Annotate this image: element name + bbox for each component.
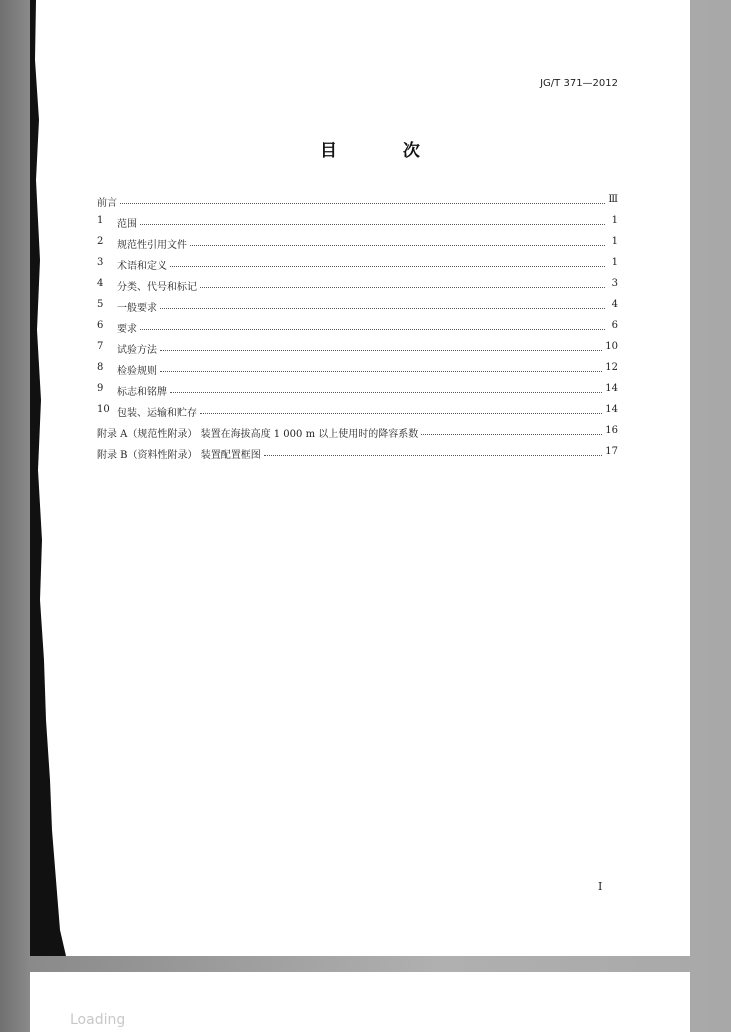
toc-entry-page: 10 [605,341,618,352]
toc-entry-page: 16 [605,425,618,436]
toc-entry-label: 一般要求 [117,303,157,314]
toc-entry-label: 分类、代号和标记 [117,282,197,293]
toc-entry-number: 5 [97,299,104,310]
toc-entry-page: 14 [605,383,618,394]
toc-entry-page: 4 [611,299,618,310]
toc-entry-page: 1 [611,215,618,226]
toc-entry-number: 2 [97,236,104,247]
toc-entry-number: 1 [97,215,104,226]
standard-code: JG/T 371—2012 [540,78,618,89]
toc-entry-label: 范围 [117,219,137,230]
toc-entry[interactable] [97,446,618,467]
toc-leader-dots [160,341,602,351]
toc-entry-number: 4 [97,278,104,289]
toc-title: 目 次 [320,141,450,161]
toc-leader-dots [421,425,602,435]
toc-entry-label: 前言 [97,198,117,209]
next-page-preview [30,972,690,1032]
toc-entry[interactable] [97,341,618,362]
toc-entry[interactable] [97,299,618,320]
toc-entry-page: 17 [605,446,618,457]
toc-leader-dots [140,215,605,225]
toc-entry-page: 1 [611,236,618,247]
toc-entry[interactable] [97,425,618,446]
toc-entry-label: 规范性引用文件 [117,240,187,251]
toc-leader-dots [190,236,605,246]
toc-entry-page: 3 [611,278,618,289]
toc-leader-dots [264,446,603,456]
toc-entry-number: 6 [97,320,104,331]
toc-leader-dots [200,404,602,414]
toc-entry-label: 附录 B（资料性附录） 装置配置框图 [97,450,261,461]
toc-entry-number: 8 [97,362,104,373]
toc-entry-page: 1 [611,257,618,268]
toc-entry-label: 附录 A（规范性附录） 装置在海拔高度 1 000 m 以上使用时的降容系数 [97,429,419,440]
table-of-contents [97,194,618,467]
toc-leader-dots [120,194,605,204]
toc-entry-page: Ⅲ [608,194,618,205]
toc-entry-number: 7 [97,341,104,352]
toc-entry-page: 14 [605,404,618,415]
toc-entry[interactable] [97,257,618,278]
toc-entry[interactable] [97,236,618,257]
document-page [30,0,690,956]
toc-leader-dots [160,362,602,372]
toc-entry-page: 12 [605,362,618,373]
toc-entry-label: 要求 [117,324,137,335]
toc-entry-page: 6 [611,320,618,331]
toc-entry-label: 标志和铭牌 [117,387,167,398]
toc-entry-number: 3 [97,257,104,268]
scan-edge-shadow [30,0,70,956]
toc-entry[interactable] [97,278,618,299]
toc-entry-number: 9 [97,383,104,394]
toc-leader-dots [200,278,605,288]
toc-entry-number: 10 [97,404,110,415]
toc-leader-dots [170,383,602,393]
toc-entry-label: 试验方法 [117,345,157,356]
toc-leader-dots [170,257,605,267]
toc-entry[interactable] [97,383,618,404]
toc-entry-label: 包装、运输和贮存 [117,408,197,419]
toc-entry[interactable] [97,194,618,215]
toc-entry[interactable] [97,320,618,341]
toc-entry[interactable] [97,404,618,425]
toc-leader-dots [140,320,605,330]
toc-entry[interactable] [97,362,618,383]
toc-entry[interactable] [97,215,618,236]
loading-text: Loading [70,1012,126,1028]
toc-leader-dots [160,299,605,309]
toc-entry-label: 检验规则 [117,366,157,377]
page-number: I [598,880,603,893]
toc-entry-label: 术语和定义 [117,261,167,272]
